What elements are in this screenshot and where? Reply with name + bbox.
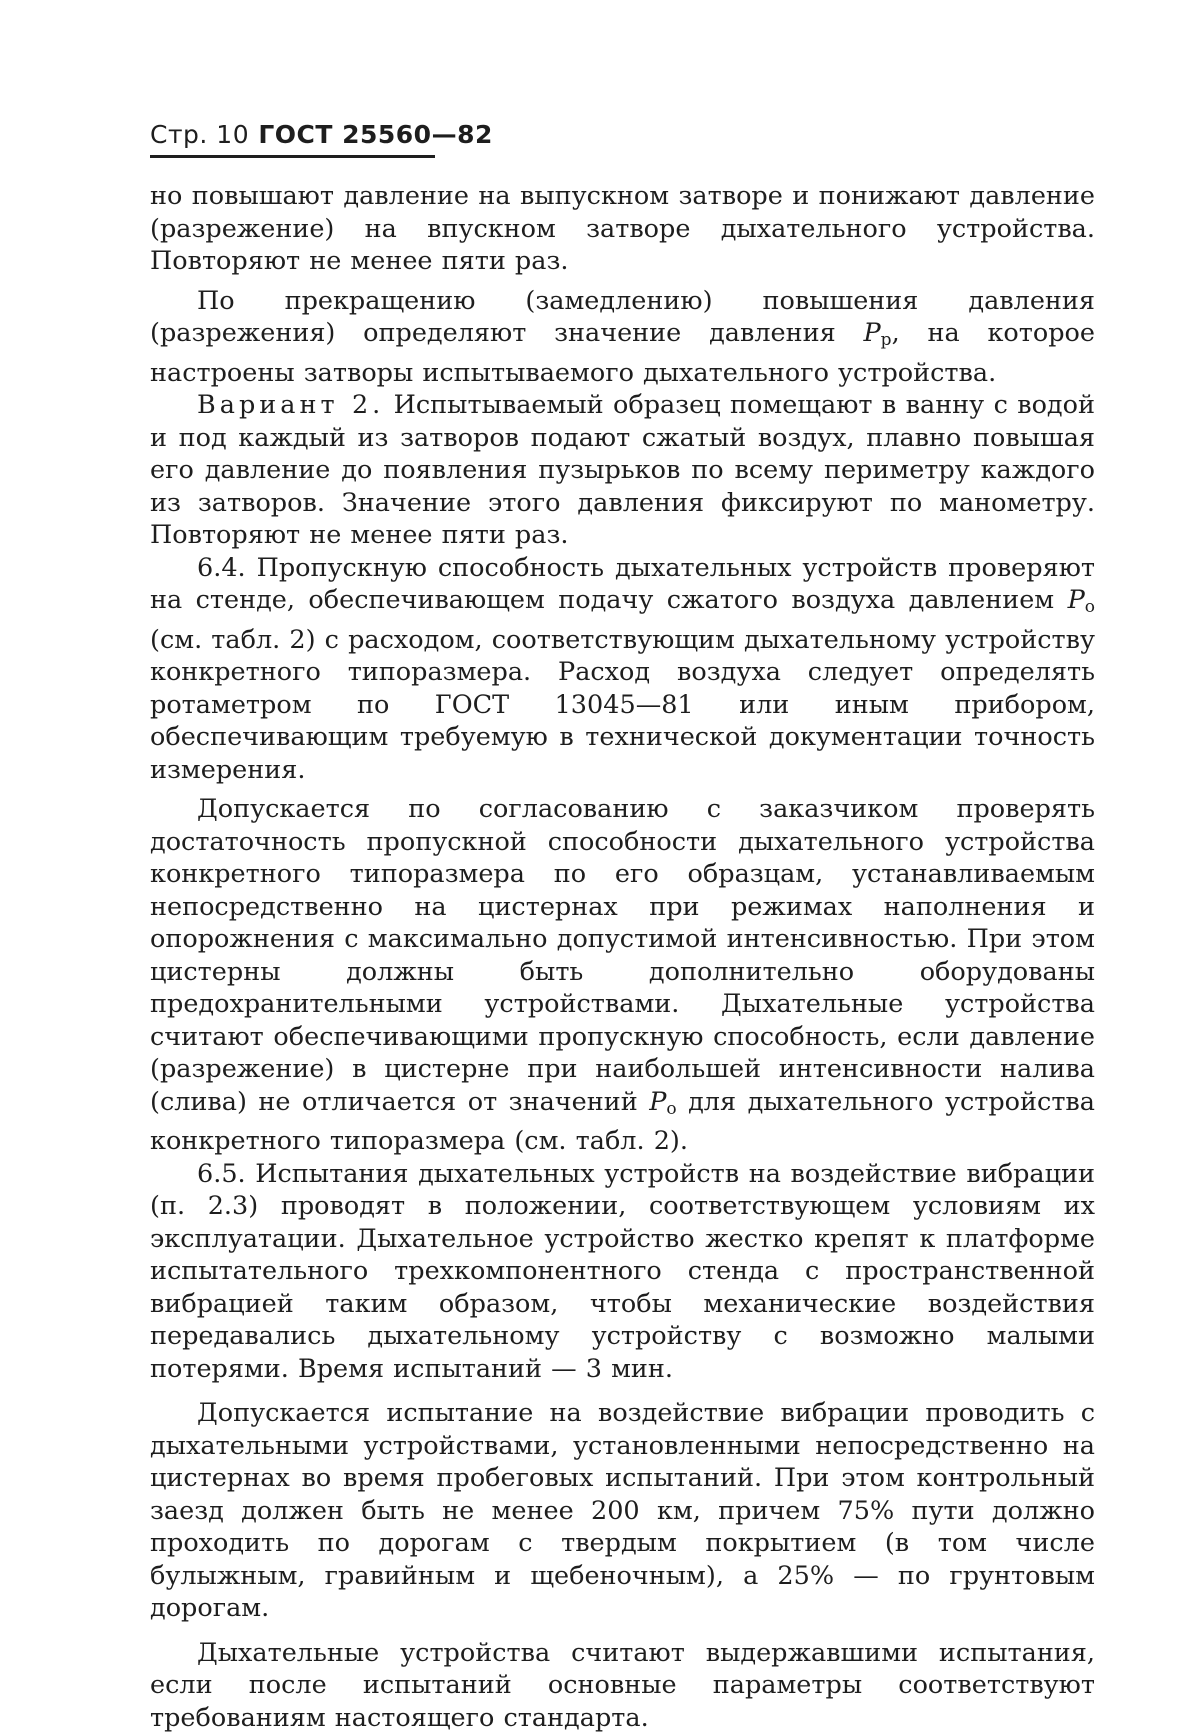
- paragraph-text: , на которое настроены затворы испытываемого дыхательного устройства.: [150, 318, 1095, 388]
- variant-label: Вариант 2.: [197, 390, 384, 420]
- paragraph-text: Испытываемый образец помещают в ванну с водой и под каждый из затворов подают сжатый воздух, плавно повышая его давление до появления пузырьков по всему периметру каждого из затворов. Значение этого давления фиксируют по манометру. Повторяют не менее пяти раз.: [150, 390, 1095, 550]
- symbol-p: P: [864, 318, 881, 348]
- paragraph-6-4: [150, 552, 1095, 787]
- paragraph-6-5: [150, 1158, 1095, 1386]
- paragraph-vibration-road-test: [150, 1397, 1095, 1625]
- symbol-subscript: р: [881, 330, 892, 350]
- paragraph-text: но повышают давление на выпускном затворе и понижают давление (разрежение) на впускном затворе дыхательного устройства. Повторяют не менее пяти раз.: [150, 181, 1095, 276]
- paragraph-capacity-check: [150, 793, 1095, 1158]
- page-header: [150, 120, 493, 155]
- paragraph-text: для дыхательного устройства конкретного типоразмера (см. табл. 2).: [150, 1087, 1095, 1157]
- symbol-subscript: о: [666, 1099, 676, 1119]
- symbol-p: P: [1068, 585, 1085, 615]
- document-page: [150, 120, 1095, 1734]
- paragraph-continuation: [150, 180, 1095, 278]
- paragraph-text: Дыхательные устройства считают выдержавшими испытания, если после испытаний основные параметры соответствуют требованиям настоящего стандарта.: [150, 1638, 1095, 1733]
- paragraph-text: 6.5. Испытания дыхательных устройств на воздействие вибрации (п. 2.3) проводят в положении, соответствующем условиям их эксплуатации. Дыхательное устройство жестко крепят к платформе испытательного трехкомпонентного стенда с пространственной вибрацией таким образом, чтобы механические воздействия передавались дыхательному устройству с возможно малыми потерями. Время испытаний — 3 мин.: [150, 1159, 1095, 1384]
- paragraph-conclusion: [150, 1637, 1095, 1734]
- standard-code: ГОСТ 25560—82: [258, 120, 493, 149]
- paragraph-text: По прекращению (замедлению) повышения давления (разрежения) определяют значение давления: [150, 286, 1095, 349]
- paragraph-pressure-setting: [150, 285, 1095, 390]
- paragraph-text: Допускается испытание на воздействие вибрации проводить с дыхательными устройствами, установленными непосредственно на цистернах во время пробеговых испытаний. При этом контрольный заезд должен быть не менее 200 км, причем 75% пути должно проходить по дорогам с твердым покрытием (в том числе булыжным, гравийным и щебеночным), а 25% — по грунтовым дорогам.: [150, 1398, 1095, 1623]
- symbol-subscript: о: [1085, 597, 1095, 617]
- symbol-p: P: [649, 1087, 666, 1117]
- paragraph-variant-2: [150, 389, 1095, 552]
- paragraph-text: 6.4. Пропускную способность дыхательных устройств проверяют на стенде, обеспечивающем подачу сжатого воздуха давлением: [150, 553, 1095, 616]
- paragraph-text: (см. табл. 2) с расходом, соответствующим дыхательному устройству конкретного типоразмера. Расход воздуха следует определять ротаметром по ГОСТ 13045—81 или иным прибором, обеспечивающим требуемую в технической документации точность измерения.: [150, 625, 1095, 785]
- page-number: Стр. 10: [150, 120, 249, 149]
- paragraph-text: Допускается по согласованию с заказчиком проверять достаточность пропускной способности дыхательного устройства конкретного типоразмера по его образцам, устанавливаемым непосредственно на цистернах при режимах наполнения и опорожнения с максимально допустимой интенсивностью. При этом цистерны должны быть дополнительно оборудованы предохранительными устройствами. Дыхательные устройства считают обеспечивающими пропускную способность, если давление (разрежение) в цистерне при наибольшей интенсивности налива (слива) не отличается от значений: [150, 794, 1095, 1117]
- header-rule: [150, 155, 435, 158]
